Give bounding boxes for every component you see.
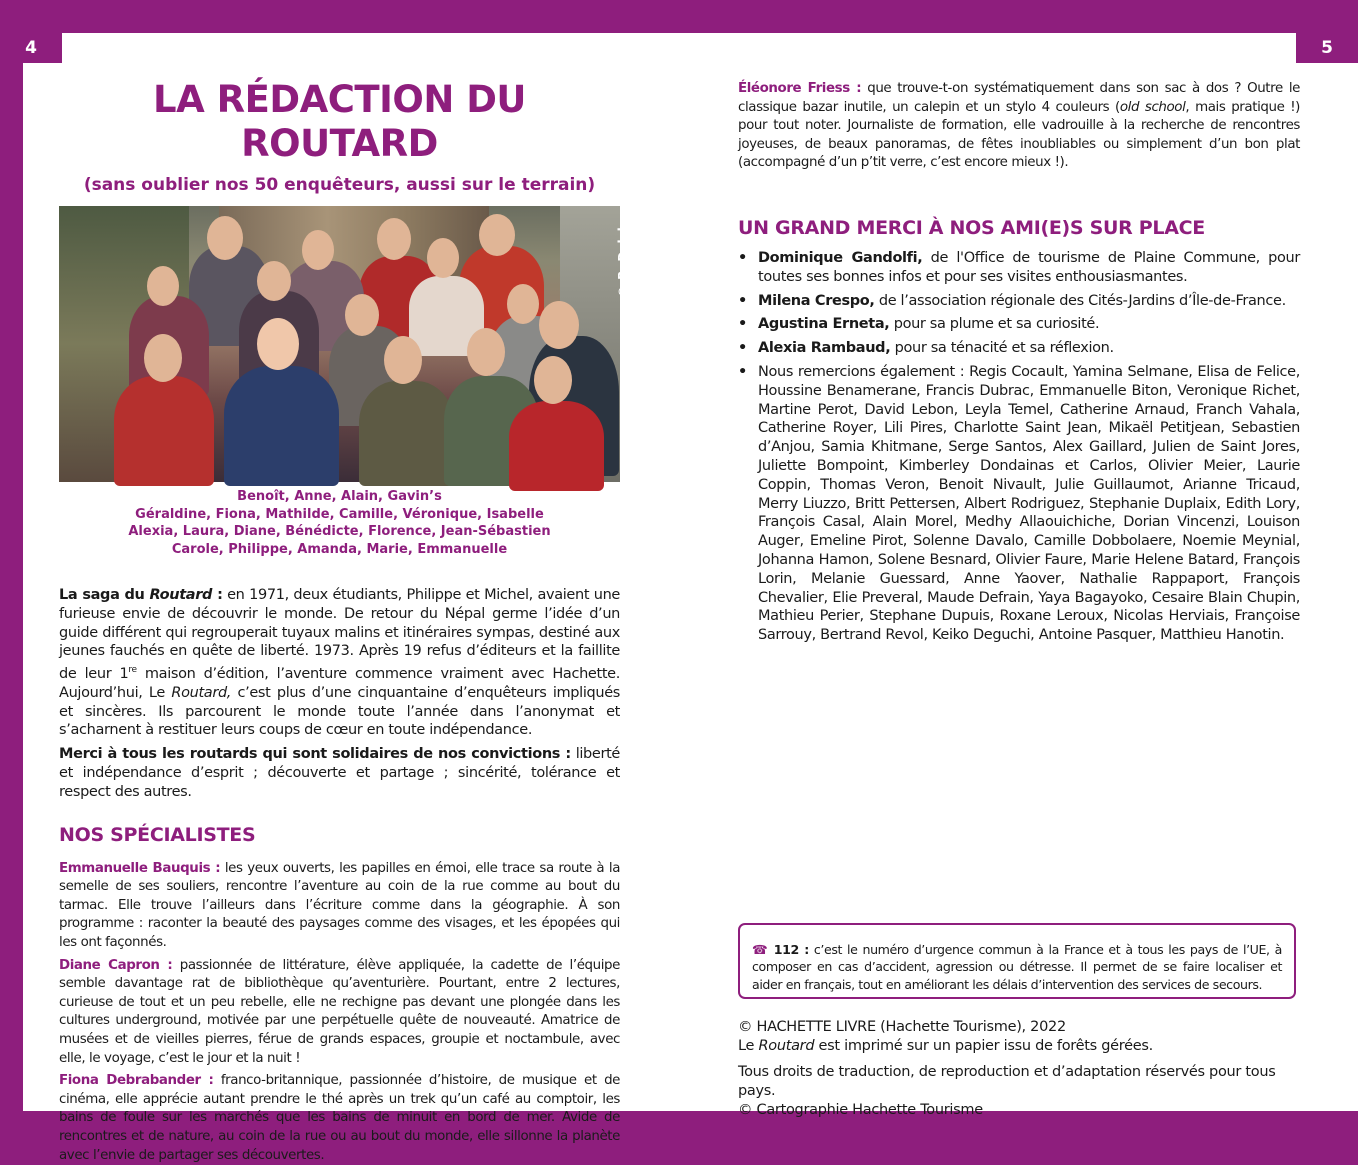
- list-item: • Dominique Gandolfi, de l'Office de tourisme de Plaine Commune, pour toutes ses bonnes infos et pour ses visites enthousiasmantes.: [758, 249, 1300, 287]
- page-title: LA RÉDACTION DU ROUTARD: [153, 78, 526, 165]
- copyright-line: Tous droits de traduction, de reproduction et d’adaptation réservés pour tous pays.: [738, 1064, 1276, 1099]
- photo-caption: [59, 488, 620, 558]
- saga-label: La saga du Routard :: [59, 587, 223, 603]
- page-subtitle: (sans oublier nos 50 enquêteurs, aussi sur le terrain): [83, 175, 596, 195]
- copyright-line: Le Routard est imprimé sur un papier issu de forêts gérées.: [738, 1038, 1153, 1054]
- thanks-list: [738, 249, 1300, 645]
- specialist-name: Fiona Debrabander :: [59, 1073, 214, 1089]
- saga-paragraph: La saga du Routard : en 1971, deux étudiants, Philippe et Michel, avaient une furieuse envie de découvrir le monde. De retour du Népal germe l’idée d’un guide différent qui regrouperait tuyaux malins et itinéraires sympas, destiné aux jeunes fauchés en quête de liberté. 1973. Après 19 refus d’éditeurs et la faillite de leur 1re maison d’édition, l’aventure commence vraiment avec Hachette. Aujourd’hui, Le Routard, c’est plus d’une cinquantaine d’enquêteurs impliqués et sincères. Ils parcourent le monde toute l’année dans l’anonymat et s’acharnent à restituer leurs coups de cœur en toute indépendance.: [59, 587, 620, 739]
- right-page: [738, 80, 1300, 650]
- specialist-name: Diane Capron :: [59, 957, 173, 973]
- section-title-thanks: UN GRAND MERCI À NOS AMI(E)S SUR PLACE: [738, 216, 1205, 239]
- list-item: • Nous remercions également : Regis Cocault, Yamina Selmane, Elisa de Felice, Houssine Benamerane, Francis Dubrac, Emmanuelle Biton, Veronique Richet, Martine Perot, David Lebon, Leyla Temel, Catherine Arnaud, Franch Vahala, Catherine Royer, Lili Pires, Charlotte Saint Jean, Mikaël Petitjean, Sebastien d’Anjou, Samia Khitmane, Serge Santos, Alex Gaillard, Julien de Saint Jores, Juliette Bompoint, Kimberley Dondainas et Carlos, Olivier Meier, Laurie Coppin, Thomas Veron, Benoit Nivault, Julie Guillaumot, Arianne Tricaud, Merry Liuzzo, Britt Pettersen, Albert Rodriguez, Stephanie Duplaix, Edith Lory, François Casal, Alain Morel, Medhy Allaouichiche, Dorian Vincenzi, Louison Auger, Emeline Pirot, Solenne Davalo, Camille Dobbolaere, Noemie Meynial, Johanna Hamon, Solene Besnard, Olivier Faure, Marie Helene Batard, François Lorin, Melanie Guessard, Anne Yaover, Nathalie Rappaport, François Chevalier, Elie Preveral, Maude Defrain, Yaya Bagayoko, Cesaire Blain Chupin, Mathieu Perier, Stephane Dupuis, Roxane Leroux, Nicolas Herviais, Françoise Sarrouy, Bertrand Revol, Keiko Deguchi, Antoine Pasquer, Matthieu Hanotin.: [758, 363, 1300, 645]
- specialist-name: Emmanuelle Bauquis :: [59, 860, 221, 876]
- caption-line: Carole, Philippe, Amanda, Marie, Emmanuelle: [171, 541, 508, 557]
- page-number-right: 5: [1296, 33, 1358, 63]
- emergency-number: 112 :: [773, 942, 809, 957]
- list-item: • Milena Crespo, de l’association régionale des Cités-Jardins d’Île-de-France.: [758, 292, 1300, 311]
- specialist-paragraph: Emmanuelle Bauquis : les yeux ouverts, les papilles en émoi, elle trace sa route à la semelle de ses souliers, rencontre l’aventure au coin de la rue comme au bout du tarmac. Elle trouve l’ailleurs dans l’écriture comme dans la géographie. À son programme : raconter la beauté des paysages comme des visages, et les épopées qui les ont façonnés.: [59, 860, 620, 950]
- caption-line: Géraldine, Fiona, Mathilde, Camille, Véronique, Isabelle: [135, 506, 544, 522]
- caption-line: Benoît, Anne, Alain, Gavin’s: [237, 489, 442, 504]
- copyright-block: [738, 1018, 1304, 1120]
- merci-paragraph: Merci à tous les routards qui sont solidaires de nos convictions : liberté et indépendance d’esprit ; découverte et partage ; sincérité, tolérance et respect des autres.: [59, 746, 621, 800]
- specialist-paragraph: Éléonore Friess : que trouve-t-on systématiquement dans son sac à dos ? Outre le classique bazar inutile, un calepin et un stylo 4 couleurs (old school, mais pratique !) pour tout noter. Journaliste de formation, elle vadrouille à la recherche de rencontres joyeuses, de beaux panoramas, de fêtes inoubliables ou simplement d’un bon plat (accompagné d’un p’tit verre, c’est encore mieux !).: [738, 81, 1300, 171]
- section-title-specialists: NOS SPÉCIALISTES: [59, 823, 256, 846]
- merci-label: Merci à tous les routards qui sont solidaires de nos convictions :: [59, 746, 571, 763]
- caption-line: Alexia, Laura, Diane, Bénédicte, Florence, Jean-Sébastien: [128, 524, 551, 539]
- specialist-paragraph: Fiona Debrabander : franco-britannique, passionnée d’histoire, de musique et de cinéma, elle apprécie autant prendre le thé après un trek qu’un café au comptoir, les bains de foule sur les marchés que les bains de minuit en bord de mer. Avide de rencontres et de nature, au coin de la rue ou au bout du monde, elle sillonne la planète avec l’envie de partager ses découvertes.: [59, 1073, 621, 1163]
- copyright-line: © Cartographie Hachette Tourisme: [738, 1102, 983, 1118]
- phone-icon: ☎: [752, 942, 769, 957]
- list-item: • Agustina Erneta, pour sa plume et sa curiosité.: [758, 315, 1300, 334]
- specialist-name: Éléonore Friess :: [738, 81, 862, 96]
- emergency-info-box: ☎ 112 : c’est le numéro d’urgence commun à la France et à tous les pays de l’UE, à composer en cas d’accident, agression ou détresse. Il permet de se faire localiser et aider en français, tout en améliorant les délais d’intervention des services de secours.: [738, 923, 1296, 999]
- photo-credit: © R. Delalande et E. Dessons: [616, 158, 644, 298]
- specialist-paragraph: Diane Capron : passionnée de littérature, élève appliquée, la cadette de l’équipe semble davantage rat de bibliothèque qu’aventurière. Pourtant, entre 2 lectures, curieuse de tout et un peu rebelle, elle ne rechigne pas devant une plongée dans les cultures underground, motivée par une perpétuelle quête de nouveauté. Amatrice de musées et de vieilles pierres, férue de grands espaces, groupie et noctambule, avec elle, le voyage, c’est le jour et la nuit !: [59, 957, 620, 1066]
- list-item: • Alexia Rambaud, pour sa ténacité et sa réflexion.: [758, 339, 1300, 358]
- copyright-line: © HACHETTE LIVRE (Hachette Tourisme), 2022: [738, 1019, 1066, 1035]
- left-page: [59, 70, 644, 1165]
- page-number-left: 4: [0, 33, 62, 63]
